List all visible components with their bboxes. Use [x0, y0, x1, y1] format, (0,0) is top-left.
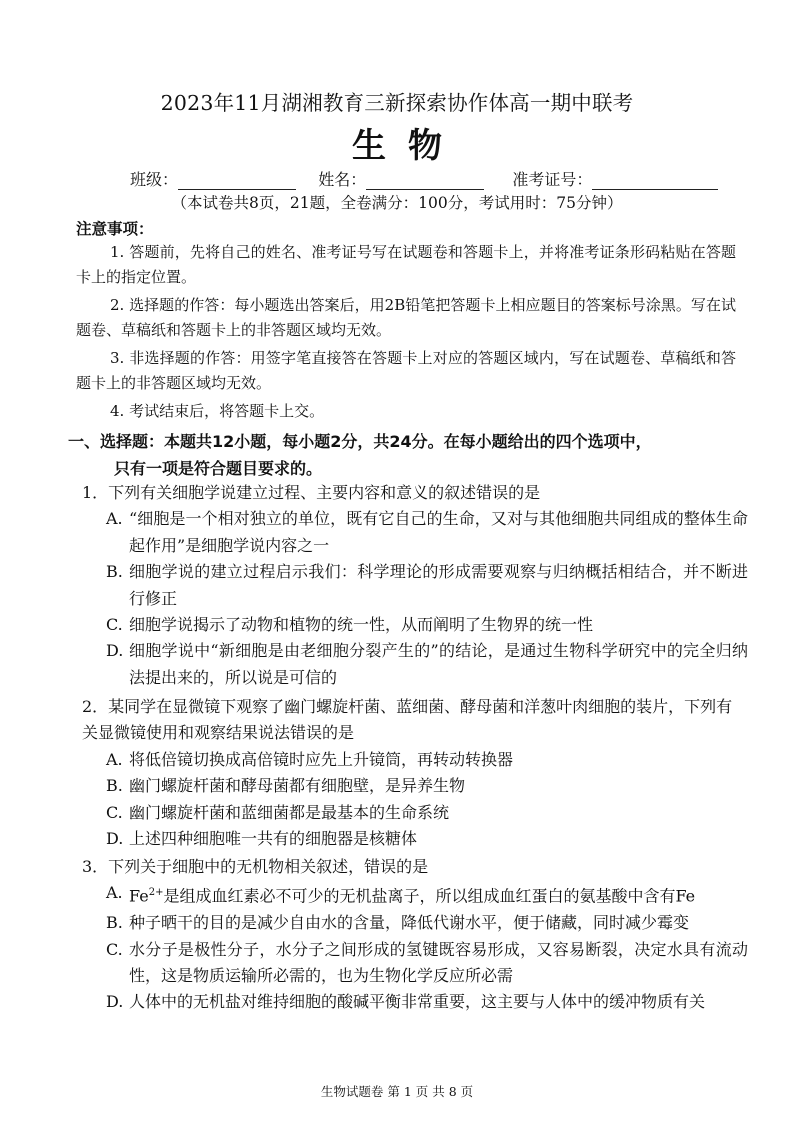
name-label: 姓名： — [318, 170, 367, 189]
option-c — [82, 612, 748, 638]
option-label: A. — [106, 509, 123, 529]
fe-symbol: Fe — [129, 886, 149, 906]
option-label: D. — [106, 641, 124, 661]
question-stem: 3．下列关于细胞中的无机物相关叙述，错误的是 — [82, 857, 429, 876]
id-blank — [592, 173, 718, 190]
option-d — [82, 989, 748, 1015]
id-label: 准考证号： — [512, 170, 593, 189]
option-text: 上述四种细胞唯一共有的细胞器是核糖体 — [129, 829, 418, 849]
option-text: “细胞是一个相对独立的单位，既有它自己的生命，又对与其他细胞共同组成的整体生命起作用”是细胞学说内容之一 — [129, 509, 748, 555]
notice-heading: 注意事项： — [76, 220, 154, 238]
exam-meta: （本试卷共8页，21题，全卷满分：100分，考试用时：75分钟） — [171, 194, 623, 212]
option-label: B. — [106, 562, 123, 582]
page-footer: 生物试题卷 第 1 页 共 8 页 — [320, 1084, 474, 1099]
option-text: 幽门螺旋杆菌和酵母菌都有细胞壁，是异养生物 — [129, 776, 466, 796]
option-b — [82, 773, 748, 799]
question-2 — [82, 694, 748, 852]
question-3 — [82, 854, 748, 1016]
option-text: 种子晒干的目的是减少自由水的含量，降低代谢水平，便于储藏，同时减少霉变 — [129, 913, 690, 933]
class-blank — [178, 173, 296, 190]
charge-superscript: 2+ — [148, 887, 164, 899]
option-text: 细胞学说的建立过程启示我们：科学理论的形成需要观察与归纳概括相结合，并不断进行修正 — [129, 562, 748, 608]
option-text: 将低倍镜切换成高倍镜时应先上升镜筒，再转动转换器 — [129, 749, 514, 769]
question-1 — [82, 480, 748, 691]
option-text: 水分子是极性分子，水分子之间形成的氢键既容易形成，又容易断裂，决定水具有流动性，这是物质运输所必需的，也为生物化学反应所必需 — [129, 939, 748, 985]
student-info-row — [130, 167, 718, 190]
option-b — [82, 559, 748, 612]
section-heading — [68, 428, 748, 482]
option-text: 人体中的无机盐对维持细胞的酸碱平衡非常重要，这主要与人体中的缓冲物质有关 — [129, 992, 706, 1012]
option-c — [82, 800, 748, 826]
section-heading-line-2: 只有一项是符合题目要求的。 — [114, 459, 323, 478]
option-text: 细胞学说揭示了动物和植物的统一性，从而阐明了生物界的统一性 — [129, 615, 594, 635]
notice-item-1: 1. 答题前，先将自己的姓名、准考证号写在试题卷和答题卡上，并将准考证条形码粘贴在答题卡上的指定位置。 — [76, 243, 736, 286]
class-label: 班级： — [130, 170, 179, 189]
option-d — [82, 638, 748, 691]
notice-item-3: 3. 非选择题的作答：用签字笔直接答在答题卡上对应的答题区域内，写在试题卷、草稿纸和答题卡上的非答题区域均无效。 — [76, 349, 736, 392]
name-blank — [366, 173, 484, 190]
option-text-rest: 是组成血红素必不可少的无机盐离子，所以组成血红蛋白的氨基酸中含有Fe — [163, 886, 696, 906]
notice-list — [76, 240, 736, 424]
option-b — [82, 910, 748, 936]
question-stem: 1．下列有关细胞学说建立过程、主要内容和意义的叙述错误的是 — [82, 483, 541, 502]
option-label: B. — [106, 913, 123, 933]
option-a — [82, 880, 748, 910]
exam-title: 2023年11月湖湘教育三新探索协作体高一期中联考 — [160, 91, 634, 115]
option-label: A. — [106, 883, 123, 903]
option-label: B. — [106, 776, 123, 796]
option-d — [82, 826, 748, 852]
option-text: 细胞学说中“新细胞是由老细胞分裂产生的”的结论，是通过生物科学研究中的完全归纳法提出来的，所以说是可信的 — [129, 641, 748, 687]
notice-item-4: 4. 考试结束后，将答题卡上交。 — [110, 402, 325, 420]
option-label: C. — [106, 615, 123, 635]
option-text — [129, 880, 748, 910]
option-label: C. — [106, 939, 123, 959]
option-c — [82, 937, 748, 990]
option-a — [82, 506, 748, 559]
option-a — [82, 747, 748, 773]
subject-title: 生物 — [352, 126, 464, 166]
option-label: C. — [106, 802, 123, 822]
question-stem: 2．某同学在显微镜下观察了幽门螺旋杆菌、蓝细菌、酵母菌和洋葱叶肉细胞的装片，下列有关显微镜使用和观察结果说法错误的是 — [82, 697, 733, 743]
option-text: 幽门螺旋杆菌和蓝细菌都是最基本的生命系统 — [129, 802, 450, 822]
option-label: D. — [106, 829, 124, 849]
notice-item-2: 2. 选择题的作答：每小题选出答案后，用2B铅笔把答题卡上相应题目的答案标号涂黑。写在试题卷、草稿纸和答题卡上的非答题区域均无效。 — [76, 296, 736, 339]
option-label: D. — [106, 992, 124, 1012]
option-label: A. — [106, 749, 123, 769]
section-heading-line-1: 一、选择题：本题共12小题，每小题2分，共24分。在每小题给出的四个选项中， — [68, 432, 652, 451]
